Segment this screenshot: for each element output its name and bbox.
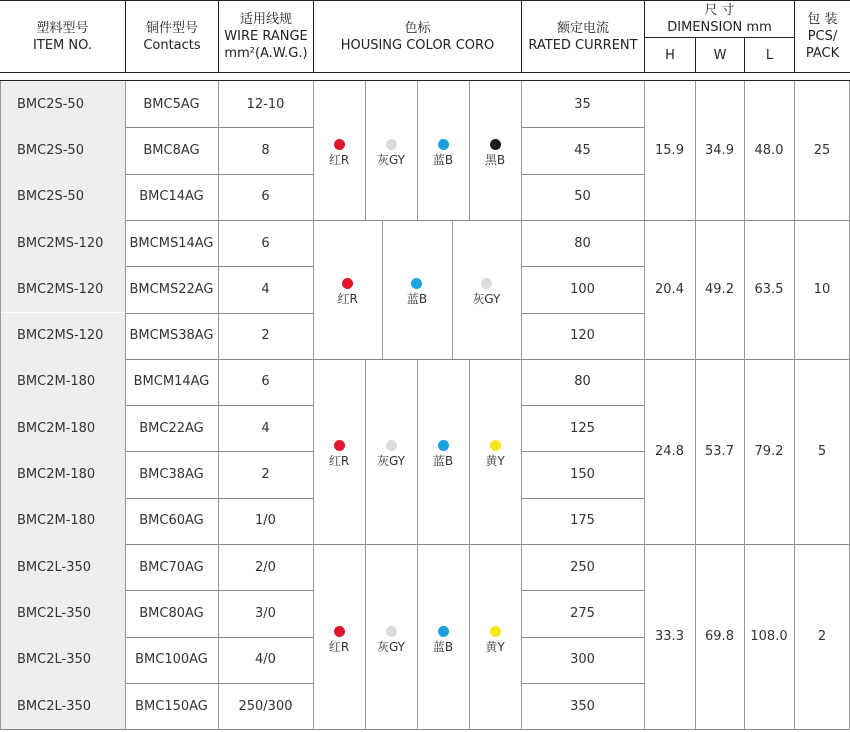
color-swatch — [365, 440, 417, 469]
header-dim-l: L — [765, 47, 774, 63]
header-item-no — [0, 1, 125, 72]
header-dim-h: H — [665, 47, 675, 63]
dimension-w-cell: 34.9 — [705, 142, 734, 158]
item-no-cell: BMC2MS-120 — [17, 328, 104, 344]
grey-dot-icon — [481, 278, 492, 289]
color-divider — [365, 544, 366, 729]
wire-range-cell: 1/0 — [255, 513, 276, 529]
header-wire-en: WIRE RANGE — [224, 29, 308, 44]
color-label: 灰GY — [472, 292, 501, 307]
contact-cell: BMC22AG — [139, 420, 204, 436]
wire-range-cell: 2 — [261, 328, 270, 344]
red-dot-icon — [334, 626, 345, 637]
color-label: 红R — [328, 454, 350, 469]
rated-current-cell: 250 — [570, 559, 595, 575]
rated-current-cell: 80 — [574, 235, 591, 251]
item-no-cell: BMC2S-50 — [17, 189, 84, 205]
header-current-cn: 额定电流 — [556, 20, 609, 36]
item-no-cell: BMC2MS-120 — [17, 281, 104, 297]
header-contacts — [126, 1, 218, 72]
color-label: 灰GY — [376, 454, 406, 469]
header-dim-w: W — [713, 47, 727, 63]
contact-cell: BMC80AG — [139, 605, 204, 621]
wire-range-cell: 4 — [261, 420, 270, 436]
item-no-cell: BMC2M-180 — [17, 467, 96, 483]
color-label: 蓝B — [432, 153, 454, 168]
wire-range-cell: 250/300 — [238, 698, 293, 714]
blue-dot-icon — [438, 440, 449, 451]
color-label: 灰GY — [376, 153, 406, 168]
wire-range-cell: 3/0 — [255, 605, 276, 621]
dimension-w-cell: 49.2 — [705, 281, 734, 297]
wire-range-cell: 6 — [261, 235, 270, 251]
header-wire-cn: 适用线规 — [239, 12, 292, 27]
color-swatch — [313, 626, 365, 655]
item-no-cell: BMC2L-350 — [17, 605, 92, 621]
table-header — [0, 0, 850, 73]
wire-range-cell: 6 — [261, 374, 270, 390]
pack-cell: 2 — [817, 629, 827, 645]
column-divider — [644, 81, 645, 729]
column-divider — [695, 81, 696, 729]
color-divider — [365, 81, 366, 220]
column-divider — [794, 81, 795, 729]
red-dot-icon — [334, 440, 345, 451]
yellow-dot-icon — [490, 440, 501, 451]
color-swatch — [365, 139, 417, 168]
header-contacts-cn: 铜件型号 — [145, 20, 198, 36]
color-divider — [452, 220, 453, 359]
color-swatch — [313, 278, 382, 307]
header-bottom-border — [0, 72, 850, 73]
item-no-cell: BMC2L-350 — [17, 652, 92, 668]
contact-cell: BMCMS14AG — [129, 235, 214, 251]
header-wire-unit: mm²(A.W.G.) — [224, 46, 308, 61]
header-wire-range — [219, 1, 313, 72]
wire-range-cell: 4/0 — [255, 652, 276, 668]
color-divider — [469, 81, 470, 220]
dimension-h-cell: 33.3 — [655, 629, 684, 645]
black-dot-icon — [490, 139, 501, 150]
color-swatch — [313, 440, 365, 469]
color-swatch — [313, 139, 365, 168]
header-color-en: HOUSING COLOR CORO — [340, 37, 495, 53]
grey-dot-icon — [386, 440, 397, 451]
dimension-h-cell: 15.9 — [655, 142, 684, 158]
wire-range-cell: 4 — [261, 281, 270, 297]
color-divider — [417, 359, 418, 544]
header-color-cn: 色标 — [404, 20, 431, 36]
group-divider — [0, 729, 850, 730]
column-divider — [218, 81, 219, 729]
contact-cell: BMC14AG — [139, 189, 204, 205]
rated-current-cell: 275 — [570, 605, 595, 621]
contact-cell: BMC38AG — [139, 467, 204, 483]
column-divider — [521, 81, 522, 729]
color-label: 蓝B — [432, 639, 454, 654]
wire-range-cell: 2 — [261, 467, 270, 483]
color-label: 红R — [328, 153, 350, 168]
rated-current-cell: 175 — [570, 513, 595, 529]
color-divider — [365, 359, 366, 544]
contact-cell: BMC100AG — [135, 652, 208, 668]
color-divider — [469, 359, 470, 544]
color-label: 红R — [328, 639, 350, 654]
color-swatch — [365, 626, 417, 655]
header-pack-en1: PCS/ — [807, 29, 838, 44]
color-label: 蓝B — [432, 454, 454, 469]
item-no-cell: BMC2L-350 — [17, 698, 92, 714]
color-swatch — [417, 626, 469, 655]
column-divider — [313, 81, 314, 729]
wire-range-cell: 8 — [261, 142, 270, 158]
color-swatch — [469, 139, 521, 168]
header-dimension-cn: 尺 寸 — [704, 3, 735, 18]
item-no-cell: BMC2M-180 — [17, 513, 96, 529]
header-pack-en2: PACK — [805, 46, 840, 61]
pack-cell: 25 — [813, 142, 831, 158]
header-housing-color — [314, 1, 521, 72]
item-no-cell: BMC2M-180 — [17, 374, 96, 390]
grey-dot-icon — [386, 139, 397, 150]
header-current-en: RATED CURRENT — [528, 37, 638, 53]
rated-current-cell: 50 — [574, 189, 591, 205]
red-dot-icon — [334, 139, 345, 150]
wire-range-cell: 6 — [261, 189, 270, 205]
dimension-l-cell: 79.2 — [754, 443, 784, 459]
header-dimension-en: DIMENSION mm — [667, 20, 772, 35]
rated-current-cell: 300 — [570, 652, 595, 668]
color-swatch — [469, 626, 521, 655]
red-dot-icon — [342, 278, 353, 289]
color-label: 蓝B — [406, 292, 428, 307]
item-no-cell: BMC2S-50 — [17, 96, 84, 112]
contact-cell: BMC5AG — [143, 96, 200, 112]
dimension-h-cell: 20.4 — [655, 281, 684, 297]
color-label: 红R — [337, 292, 358, 307]
blue-dot-icon — [438, 626, 449, 637]
contact-cell: BMCM14AG — [133, 374, 210, 390]
contact-cell: BMC60AG — [139, 513, 204, 529]
blue-dot-icon — [411, 278, 422, 289]
dimension-w-cell: 69.8 — [705, 629, 734, 645]
column-divider — [125, 81, 126, 729]
item-no-cell: BMC2S-50 — [17, 142, 84, 158]
rated-current-cell: 45 — [574, 142, 591, 158]
rated-current-cell: 120 — [570, 328, 595, 344]
item-no-cell: BMC2MS-120 — [17, 235, 104, 251]
color-label: 灰GY — [376, 639, 406, 654]
contact-cell: BMC150AG — [135, 698, 208, 714]
color-label: 黄Y — [485, 454, 505, 469]
wire-range-cell: 2/0 — [255, 559, 276, 575]
dimension-l-cell: 108.0 — [750, 629, 788, 645]
column-divider — [744, 81, 745, 729]
item-no-cell: BMC2L-350 — [17, 559, 92, 575]
item-no-cell: BMC2M-180 — [17, 420, 96, 436]
blue-dot-icon — [438, 139, 449, 150]
dimension-h-cell: 24.8 — [655, 443, 684, 459]
color-swatch — [417, 440, 469, 469]
color-divider — [417, 544, 418, 729]
color-swatch — [469, 440, 521, 469]
dimension-l-cell: 48.0 — [754, 142, 784, 158]
rated-current-cell: 80 — [574, 374, 591, 390]
rated-current-cell: 100 — [570, 281, 595, 297]
contact-cell: BMCMS38AG — [129, 328, 214, 344]
dimension-w-cell: 53.7 — [705, 443, 734, 459]
header-item-cn: 塑料型号 — [36, 20, 89, 36]
color-label: 黑B — [484, 153, 506, 168]
header-item-en: ITEM NO. — [33, 37, 92, 53]
color-divider — [417, 81, 418, 220]
color-swatch — [417, 139, 469, 168]
rated-current-cell: 150 — [570, 467, 595, 483]
color-label: 黄Y — [485, 639, 505, 654]
color-swatch — [382, 278, 451, 307]
rated-current-cell: 125 — [570, 420, 595, 436]
color-swatch — [452, 278, 521, 307]
yellow-dot-icon — [490, 626, 501, 637]
header-contacts-en: Contacts — [143, 37, 201, 53]
rated-current-cell: 35 — [574, 96, 591, 112]
contact-cell: BMC8AG — [143, 142, 200, 158]
color-divider — [382, 220, 383, 359]
rated-current-cell: 350 — [570, 698, 595, 714]
header-rated-current — [522, 1, 644, 72]
table-left-border — [0, 81, 1, 729]
pack-cell: 10 — [813, 281, 831, 297]
header-pack — [795, 1, 850, 72]
header-pack-cn: 包 装 — [807, 12, 838, 27]
contact-cell: BMCMS22AG — [129, 281, 214, 297]
dimension-l-cell: 63.5 — [754, 281, 784, 297]
grey-dot-icon — [386, 626, 397, 637]
wire-range-cell: 12-10 — [246, 96, 285, 112]
pack-cell: 5 — [817, 443, 827, 459]
header-dimension — [645, 1, 794, 37]
color-divider — [469, 544, 470, 729]
contact-cell: BMC70AG — [139, 559, 204, 575]
